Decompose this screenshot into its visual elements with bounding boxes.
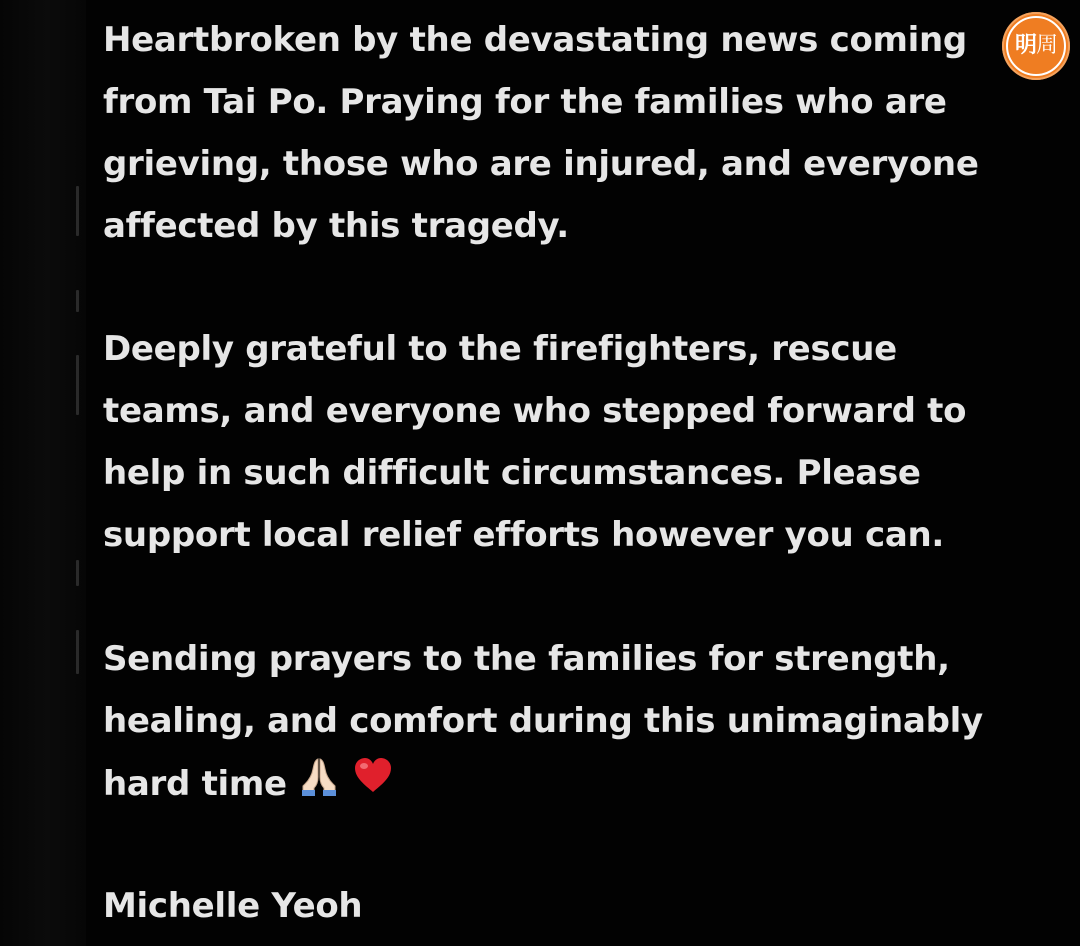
- post-line: from Tai Po. Praying for the families who are: [103, 81, 947, 122]
- logo-text: [1002, 12, 1070, 80]
- post-line: Heartbroken by the devastating news coming: [103, 20, 967, 60]
- edge-mark: [76, 630, 79, 674]
- post-line: Deeply grateful to the firefighters, rescue: [103, 329, 897, 370]
- paragraph-gap: [103, 815, 1003, 877]
- edge-mark: [76, 560, 79, 586]
- left-edge-strip: [0, 0, 86, 946]
- folded-hands-icon: [297, 753, 341, 818]
- logo-char-bold: 明: [1014, 33, 1036, 58]
- post-line: Sending prayers to the families for strength,: [103, 638, 950, 679]
- edge-mark: [76, 290, 79, 312]
- post-line: help in such difficult circumstances. Please: [103, 453, 921, 494]
- post-line: affected by this tragedy.: [103, 205, 569, 246]
- edge-mark: [76, 355, 79, 415]
- post-line: support local relief efforts however you can.: [103, 515, 944, 556]
- post-line-with-emoji: [103, 753, 1003, 815]
- paragraph-gap: [103, 258, 1003, 320]
- paragraph-gap: [103, 567, 1003, 629]
- post-line: hard time: [103, 763, 287, 804]
- logo-char-light: 周: [1036, 33, 1058, 58]
- post-line: healing, and comfort during this unimaginably: [103, 700, 983, 741]
- post-line: teams, and everyone who stepped forward to: [103, 391, 967, 432]
- signature: Michelle Yeoh: [103, 886, 363, 927]
- post-text: [103, 10, 1003, 938]
- edge-mark: [76, 186, 79, 236]
- red-heart-icon: [351, 753, 395, 818]
- post-line: grieving, those who are injured, and everyone: [103, 143, 979, 184]
- mingzhou-logo: [1002, 12, 1070, 80]
